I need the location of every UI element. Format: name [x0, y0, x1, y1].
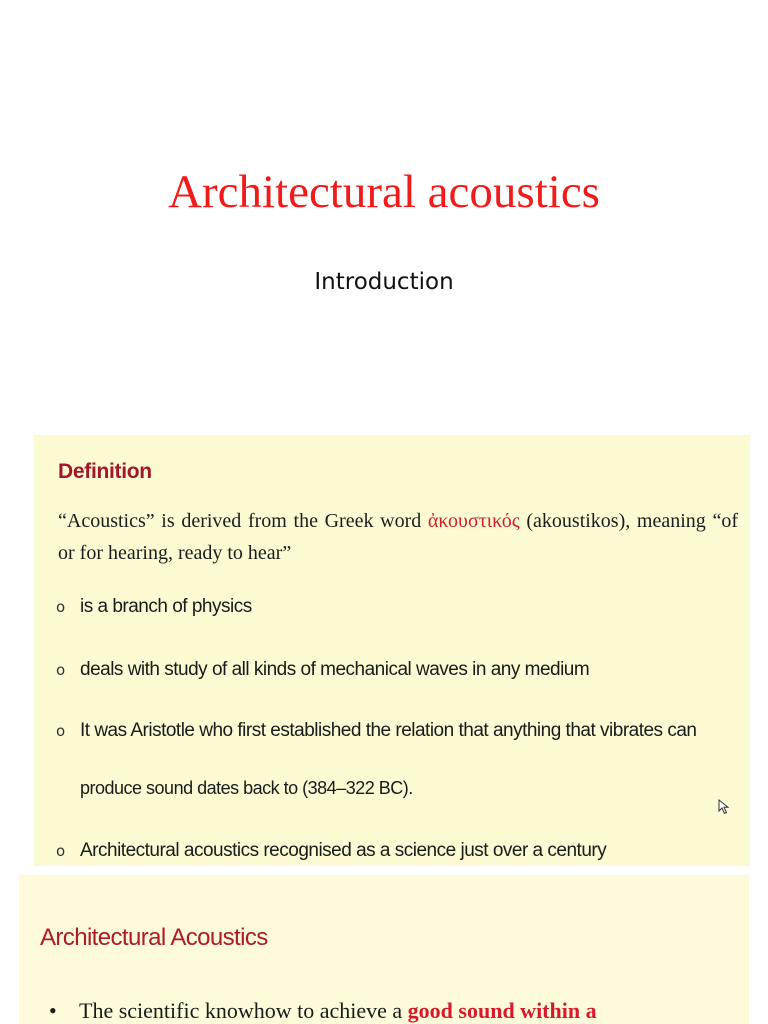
definition-bullet-3-continuation: produce sound dates back to (384–322 BC). [80, 778, 413, 798]
definition-slide [34, 435, 750, 866]
bullet-text: deals with study of all kinds of mechanical waves in any medium [80, 659, 590, 680]
bullet-marker: o [56, 722, 66, 740]
greek-word: ἀκουστικός [427, 510, 520, 532]
bullet-marker: • [49, 998, 57, 1023]
definition-bullet-4 [56, 838, 746, 864]
architectural-acoustics-heading: Architectural Acoustics [40, 924, 268, 951]
definition-heading: Definition [58, 460, 152, 483]
bullet-marker: o [56, 598, 66, 616]
bullet-text: Architectural acoustics recognised as a science just over a century [80, 840, 607, 861]
bullet-highlight: good sound within a [407, 998, 597, 1023]
architectural-acoustics-slide [19, 875, 749, 1024]
bullet-text: The scientific knowhow to achieve a [79, 998, 408, 1023]
definition-text-prefix: “Acoustics” is derived from the Greek word [58, 510, 428, 532]
bullet-text: It was Aristotle who first established the relation that anything that vibrates can [80, 720, 697, 741]
slide-subtitle: Introduction [314, 269, 454, 295]
bullet-marker: o [56, 661, 66, 679]
bullet-text: is a branch of physics [80, 596, 252, 617]
title-slide [0, 0, 768, 430]
mouse-pointer-icon [718, 799, 730, 815]
definition-bullet-1 [56, 594, 746, 620]
bullet-marker: o [56, 842, 66, 860]
definition-paragraph [58, 505, 738, 569]
definition-text-suffix: (akoustikos), meaning “of or for hearing, ready to hear” [58, 510, 738, 564]
slide-title: Architectural acoustics [168, 166, 600, 218]
definition-bullet-2 [56, 657, 746, 683]
architectural-acoustics-bullet [49, 996, 749, 1024]
definition-bullet-3 [56, 718, 746, 744]
